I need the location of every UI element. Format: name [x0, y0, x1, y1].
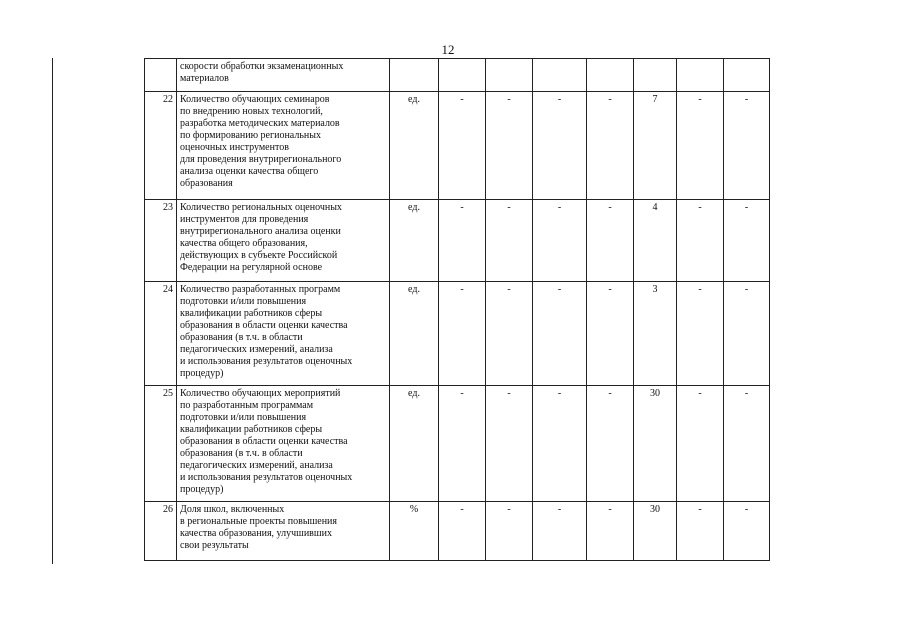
description-line: Доля школ, включенных: [180, 504, 285, 515]
description-line: в региональные проекты повышения: [180, 516, 338, 527]
description-line: квалификации работников сферы: [180, 424, 323, 435]
value-cell: -: [533, 200, 587, 282]
value-cell: -: [677, 92, 724, 200]
indicator-description: [177, 92, 390, 200]
description-line: педагогических измерений, анализа: [180, 344, 333, 355]
description-line: Федерации на регулярной основе: [180, 262, 323, 273]
description-line: образования в области оценки качества: [180, 436, 348, 447]
table-row: [145, 200, 770, 282]
table-row: [145, 92, 770, 200]
value-cell: -: [486, 200, 533, 282]
unit-cell: ед.: [390, 92, 439, 200]
value-cell: -: [486, 282, 533, 386]
description-line: Количество разработанных программ: [180, 284, 341, 295]
value-cell: [724, 59, 770, 92]
description-line: разработка методических материалов: [180, 118, 340, 129]
table-row: [145, 282, 770, 386]
value-cell: 3: [634, 282, 677, 386]
table-row: [145, 59, 770, 92]
value-cell: -: [677, 282, 724, 386]
value-cell: -: [724, 92, 770, 200]
value-cell: [634, 59, 677, 92]
table-row: [145, 386, 770, 502]
value-cell: -: [587, 282, 634, 386]
value-cell: -: [724, 282, 770, 386]
value-cell: -: [439, 386, 486, 502]
description-line: по внедрению новых технологий,: [180, 106, 323, 117]
row-number: 23: [145, 200, 177, 282]
value-cell: [677, 59, 724, 92]
value-cell: -: [724, 200, 770, 282]
description-line: подготовки и/или повышения: [180, 412, 307, 423]
indicators-table: [144, 58, 770, 561]
value-cell: -: [677, 502, 724, 561]
value-cell: -: [677, 200, 724, 282]
value-cell: -: [439, 200, 486, 282]
row-number: 22: [145, 92, 177, 200]
description-line: процедур): [180, 484, 224, 495]
value-cell: -: [439, 282, 486, 386]
description-line: Количество обучающих семинаров: [180, 94, 330, 105]
value-cell: -: [587, 386, 634, 502]
description-line: Количество региональных оценочных: [180, 202, 342, 213]
description-line: внутрирегионального анализа оценки: [180, 226, 341, 237]
value-cell: -: [439, 502, 486, 561]
indicator-description: [177, 59, 390, 92]
description-line: скорости обработки экзаменационных: [180, 61, 344, 72]
value-cell: 30: [634, 386, 677, 502]
value-cell: [486, 59, 533, 92]
indicator-description: [177, 386, 390, 502]
value-cell: -: [587, 502, 634, 561]
value-cell: -: [724, 386, 770, 502]
value-cell: -: [486, 386, 533, 502]
value-cell: 4: [634, 200, 677, 282]
value-cell: -: [677, 386, 724, 502]
value-cell: [587, 59, 634, 92]
value-cell: [533, 59, 587, 92]
indicator-description: [177, 200, 390, 282]
description-line: образования (в т.ч. в области: [180, 332, 303, 343]
description-line: свои результаты: [180, 540, 249, 551]
value-cell: -: [724, 502, 770, 561]
value-cell: 7: [634, 92, 677, 200]
description-line: Количество обучающих мероприятий: [180, 388, 341, 399]
value-cell: -: [587, 200, 634, 282]
row-number: [145, 59, 177, 92]
value-cell: -: [533, 92, 587, 200]
margin-line: [52, 58, 53, 564]
value-cell: -: [533, 386, 587, 502]
value-cell: -: [533, 282, 587, 386]
value-cell: -: [587, 92, 634, 200]
description-line: материалов: [180, 73, 229, 84]
description-line: инструментов для проведения: [180, 214, 309, 225]
unit-cell: ед.: [390, 282, 439, 386]
value-cell: -: [439, 92, 486, 200]
unit-cell: ед.: [390, 386, 439, 502]
description-line: качества образования, улучшивших: [180, 528, 332, 539]
unit-cell: ед.: [390, 200, 439, 282]
description-line: по формированию региональных: [180, 130, 321, 141]
indicator-description: [177, 502, 390, 561]
value-cell: 30: [634, 502, 677, 561]
row-number: 24: [145, 282, 177, 386]
unit-cell: %: [390, 502, 439, 561]
description-line: качества общего образования,: [180, 238, 308, 249]
description-line: процедур): [180, 368, 224, 379]
value-cell: -: [486, 502, 533, 561]
description-line: для проведения внутрирегионального: [180, 154, 342, 165]
description-line: педагогических измерений, анализа: [180, 460, 333, 471]
description-line: квалификации работников сферы: [180, 308, 323, 319]
description-line: образования в области оценки качества: [180, 320, 348, 331]
description-line: и использования результатов оценочных: [180, 356, 353, 367]
page-number: 12: [441, 42, 455, 57]
description-line: образования (в т.ч. в области: [180, 448, 303, 459]
table-row: [145, 502, 770, 561]
value-cell: [439, 59, 486, 92]
row-number: 26: [145, 502, 177, 561]
description-line: подготовки и/или повышения: [180, 296, 307, 307]
description-line: анализа оценки качества общего: [180, 166, 319, 177]
description-line: оценочных инструментов: [180, 142, 289, 153]
description-line: по разработанным программам: [180, 400, 314, 411]
unit-cell: [390, 59, 439, 92]
description-line: образования: [180, 178, 233, 189]
indicator-description: [177, 282, 390, 386]
value-cell: -: [486, 92, 533, 200]
table-body: [145, 59, 770, 561]
description-line: действующих в субъекте Российской: [180, 250, 338, 261]
row-number: 25: [145, 386, 177, 502]
description-line: и использования результатов оценочных: [180, 472, 353, 483]
value-cell: -: [533, 502, 587, 561]
